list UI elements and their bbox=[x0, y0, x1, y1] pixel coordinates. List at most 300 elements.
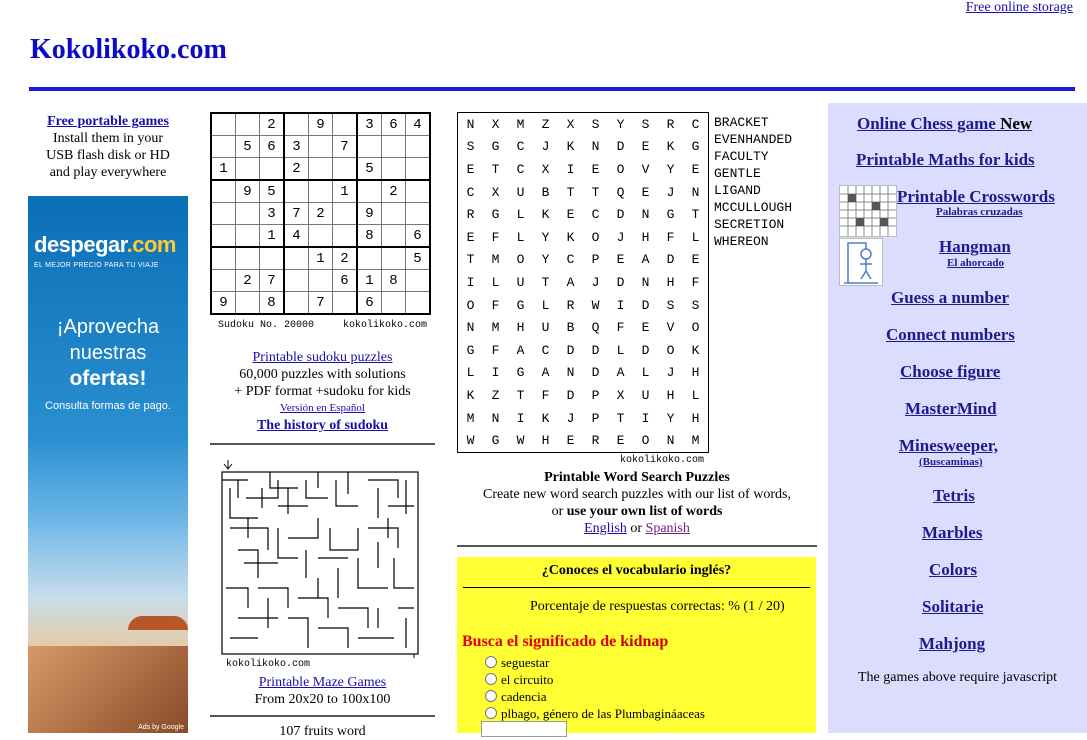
word-search-letter: O bbox=[666, 342, 675, 358]
portable-games-line: Install them in your bbox=[52, 131, 164, 146]
ad-tagline: EL MEJOR PRECIO PARA TU VIAJE bbox=[34, 262, 159, 269]
word-search-letter: Z bbox=[541, 116, 550, 132]
sudoku-cell bbox=[211, 270, 236, 292]
quiz-option-label: el circuito bbox=[501, 672, 554, 687]
language-or: or bbox=[626, 521, 646, 536]
sudoku-cell bbox=[333, 225, 358, 248]
word-search-letter: E bbox=[641, 320, 650, 336]
word-search-or: or bbox=[551, 504, 567, 519]
sudoku-cell: 3 bbox=[260, 203, 285, 225]
ad-payment-text: Consulta formas de pago. bbox=[45, 400, 171, 412]
word-search-letter: W bbox=[591, 297, 600, 313]
word-search-letter: F bbox=[491, 297, 500, 313]
word-search-letter: U bbox=[516, 184, 525, 200]
word-search-letter: L bbox=[516, 229, 525, 245]
word-search-word: WHEREON bbox=[714, 234, 769, 249]
word-search-letter: G bbox=[516, 365, 525, 381]
quiz-submit-button[interactable] bbox=[481, 721, 567, 737]
word-search-letter: L bbox=[691, 387, 700, 403]
mastermind-link[interactable]: MasterMind bbox=[905, 399, 997, 418]
word-search-letter: F bbox=[491, 229, 500, 245]
quiz-option-label: plbago, género de las Plumbagináaceas bbox=[501, 706, 705, 721]
word-search-letter: O bbox=[616, 161, 625, 177]
word-search-word: LIGAND bbox=[714, 183, 761, 198]
sudoku-cell: 7 bbox=[284, 203, 309, 225]
word-search-letter: E bbox=[616, 433, 625, 449]
mahjong-link[interactable]: Mahjong bbox=[919, 634, 986, 653]
word-search-letter: L bbox=[466, 365, 475, 381]
word-search-letter: U bbox=[541, 320, 550, 336]
sudoku-cell bbox=[406, 136, 431, 158]
sudoku-puzzle[interactable] bbox=[210, 112, 431, 315]
word-search-letter: Z bbox=[491, 387, 500, 403]
word-search-word: BRACKET bbox=[714, 115, 769, 130]
sudoku-cell bbox=[406, 270, 431, 292]
word-search-letter: J bbox=[566, 410, 575, 426]
sudoku-cell: 9 bbox=[357, 203, 382, 225]
word-search-letter: O bbox=[591, 229, 600, 245]
word-search-word: EVENHANDED bbox=[714, 132, 793, 147]
hangman-thumbnail[interactable] bbox=[839, 238, 883, 286]
word-search-letter: I bbox=[516, 410, 525, 426]
word-search-letter: D bbox=[641, 342, 650, 358]
word-search-letter: M bbox=[466, 410, 475, 426]
word-search-letter: W bbox=[516, 433, 525, 449]
word-search-letter: N bbox=[666, 433, 675, 449]
word-search-letter: S bbox=[691, 297, 700, 313]
word-search-letter: E bbox=[691, 252, 700, 268]
spanish-link[interactable]: Spanish bbox=[645, 521, 690, 536]
word-search-letter: L bbox=[616, 342, 625, 358]
tetris-link[interactable]: Tetris bbox=[933, 486, 975, 505]
word-search-title: Printable Word Search Puzzles bbox=[544, 470, 730, 485]
sudoku-cell bbox=[309, 136, 333, 158]
sudoku-cell bbox=[211, 136, 236, 158]
word-search-letter: R bbox=[666, 116, 675, 132]
word-search-letter: J bbox=[541, 139, 550, 155]
sudoku-cell bbox=[211, 203, 236, 225]
word-search-letter: M bbox=[491, 320, 500, 336]
word-search-line bbox=[457, 503, 817, 520]
ad-promo-line: ¡Aprovecha bbox=[56, 316, 160, 338]
sudoku-cell: 3 bbox=[284, 136, 309, 158]
sudoku-cell: 2 bbox=[333, 247, 358, 270]
sudoku-cell: 1 bbox=[357, 270, 382, 292]
ad-promo-line: nuestras bbox=[69, 342, 147, 364]
word-search-letter: H bbox=[691, 365, 700, 381]
maze-puzzle[interactable] bbox=[218, 458, 428, 658]
sudoku-cell bbox=[333, 113, 358, 136]
word-search-letter: T bbox=[566, 184, 575, 200]
word-search-letter: Y bbox=[616, 116, 625, 132]
word-search-letter: P bbox=[591, 387, 600, 403]
sudoku-history-link[interactable]: The history of sudoku bbox=[256, 418, 389, 433]
sudoku-cell bbox=[284, 180, 309, 203]
word-search-description bbox=[457, 469, 817, 537]
word-search-letter: N bbox=[641, 274, 650, 290]
word-search-word: SECRETION bbox=[714, 217, 785, 232]
radio-button[interactable] bbox=[485, 673, 497, 685]
word-search-letter: H bbox=[541, 433, 550, 449]
word-search-letter: L bbox=[491, 274, 500, 290]
word-search-letter: K bbox=[566, 229, 575, 245]
sudoku-cell bbox=[406, 180, 431, 203]
word-search-letter: N bbox=[491, 410, 500, 426]
word-search-letter: A bbox=[516, 342, 525, 358]
english-link[interactable]: English bbox=[584, 521, 627, 536]
sudoku-cell: 1 bbox=[211, 158, 236, 181]
quiz-option[interactable] bbox=[485, 655, 549, 671]
sudoku-cell: 1 bbox=[260, 225, 285, 248]
word-search-letter: G bbox=[666, 207, 675, 223]
word-search-letter: C bbox=[516, 139, 525, 155]
colors-link[interactable]: Colors bbox=[929, 560, 978, 579]
divider bbox=[457, 545, 817, 547]
sudoku-cell: 1 bbox=[333, 180, 358, 203]
word-search-letter: N bbox=[566, 365, 575, 381]
word-search-letter: O bbox=[691, 320, 700, 336]
sudoku-cell bbox=[236, 203, 260, 225]
word-search-letter: M bbox=[516, 116, 525, 132]
word-search-letter: E bbox=[566, 207, 575, 223]
word-search-letter: H bbox=[691, 410, 700, 426]
sudoku-cell: 5 bbox=[236, 136, 260, 158]
word-search-letter: S bbox=[666, 297, 675, 313]
title-rule bbox=[29, 87, 1075, 91]
word-search-letter: O bbox=[641, 433, 650, 449]
word-search-letter: U bbox=[641, 387, 650, 403]
word-search-letter: I bbox=[641, 410, 650, 426]
word-search-letter: E bbox=[591, 161, 600, 177]
sudoku-cell bbox=[211, 225, 236, 248]
sudoku-cell bbox=[333, 292, 358, 315]
word-search-letter: A bbox=[541, 365, 550, 381]
sudoku-cell: 2 bbox=[284, 158, 309, 181]
word-search-letter: D bbox=[616, 207, 625, 223]
free-portable-games-link[interactable]: Free portable games bbox=[47, 114, 169, 129]
divider bbox=[210, 443, 435, 445]
hangman-link[interactable]: Hangman bbox=[939, 237, 1011, 256]
word-search-letter: H bbox=[641, 229, 650, 245]
online-games-panel bbox=[828, 103, 1087, 733]
word-search-word-list bbox=[714, 114, 792, 250]
ads-by-google-label[interactable]: Ads by Google bbox=[138, 724, 184, 731]
word-search-letter: L bbox=[516, 207, 525, 223]
sudoku-cell: 7 bbox=[260, 270, 285, 292]
word-search-letter: P bbox=[591, 410, 600, 426]
word-search-letter: J bbox=[666, 184, 675, 200]
quiz-score: Porcentaje de respuestas correctas: % (1 / 20) bbox=[530, 599, 785, 614]
word-search-letter: N bbox=[591, 139, 600, 155]
sudoku-cell bbox=[357, 247, 382, 270]
sudoku-cell bbox=[382, 203, 406, 225]
word-search-letter: G bbox=[516, 297, 525, 313]
word-search-letter: L bbox=[541, 297, 550, 313]
sudoku-cell: 6 bbox=[357, 292, 382, 315]
connect-numbers-link[interactable]: Connect numbers bbox=[886, 325, 1015, 344]
sudoku-cell bbox=[236, 158, 260, 181]
sudoku-number-caption: Sudoku No. 20000 bbox=[218, 320, 315, 331]
word-search-letter: C bbox=[566, 252, 575, 268]
word-search-letter: J bbox=[591, 274, 600, 290]
word-search-letter: S bbox=[591, 116, 600, 132]
ad-promo bbox=[28, 314, 188, 392]
word-search-letter: M bbox=[491, 252, 500, 268]
guess-number-link[interactable]: Guess a number bbox=[891, 288, 1010, 307]
site-title[interactable]: Kokolikoko.com bbox=[30, 34, 227, 65]
word-search-letter: F bbox=[541, 387, 550, 403]
sudoku-cell bbox=[333, 158, 358, 181]
maze-site-caption: kokolikoko.com bbox=[226, 659, 311, 670]
word-search-letter: A bbox=[616, 365, 625, 381]
word-search-letter: I bbox=[616, 297, 625, 313]
minesweeper-link[interactable]: Minesweeper, bbox=[899, 436, 998, 455]
word-search-letter: H bbox=[516, 320, 525, 336]
word-search-letter: V bbox=[641, 161, 650, 177]
word-search-letter: Q bbox=[591, 320, 600, 336]
sudoku-cell: 4 bbox=[284, 225, 309, 248]
sudoku-cell: 7 bbox=[309, 292, 333, 315]
word-search-letter: W bbox=[466, 433, 475, 449]
word-search-letter: V bbox=[666, 320, 675, 336]
word-search-letter: E bbox=[641, 184, 650, 200]
sudoku-cell bbox=[236, 113, 260, 136]
sudoku-cell: 1 bbox=[309, 247, 333, 270]
radio-button[interactable] bbox=[485, 707, 497, 719]
word-search-letter: F bbox=[691, 274, 700, 290]
word-search-letter: C bbox=[541, 342, 550, 358]
sudoku-cell: 4 bbox=[406, 113, 431, 136]
sudoku-cell: 7 bbox=[333, 136, 358, 158]
quiz-rule bbox=[463, 587, 810, 588]
sudoku-cell bbox=[382, 158, 406, 181]
sudoku-cell bbox=[211, 113, 236, 136]
beach-people-image bbox=[28, 646, 188, 733]
fruits-partial-text: 107 fruits word bbox=[279, 724, 366, 739]
word-search-letter: D bbox=[616, 274, 625, 290]
sudoku-cell: 5 bbox=[260, 180, 285, 203]
ad-promo-line: ofertas! bbox=[69, 367, 147, 390]
word-search-letter: K bbox=[566, 139, 575, 155]
word-search-letter: N bbox=[466, 320, 475, 336]
despegar-ad-banner[interactable] bbox=[28, 196, 188, 733]
sudoku-cell bbox=[260, 158, 285, 181]
ad-brand bbox=[34, 232, 176, 258]
word-search-letter: T bbox=[491, 161, 500, 177]
word-search-letter: P bbox=[591, 252, 600, 268]
buscaminas-link[interactable]: (Buscaminas) bbox=[919, 456, 983, 468]
word-search-letter: X bbox=[491, 116, 500, 132]
sudoku-cell bbox=[357, 180, 382, 203]
word-search-letter: K bbox=[541, 207, 550, 223]
maze-description bbox=[210, 674, 435, 708]
word-search-letter: E bbox=[691, 161, 700, 177]
sudoku-cell bbox=[236, 225, 260, 248]
sudoku-cell: 2 bbox=[260, 113, 285, 136]
word-search-letter: K bbox=[466, 387, 475, 403]
sudoku-description bbox=[210, 349, 435, 434]
word-search-letter: C bbox=[516, 161, 525, 177]
word-search-letter: E bbox=[466, 229, 475, 245]
sudoku-cell bbox=[357, 136, 382, 158]
sudoku-cell bbox=[309, 158, 333, 181]
word-search-letter: D bbox=[591, 365, 600, 381]
sudoku-line: + PDF format +sudoku for kids bbox=[234, 384, 411, 399]
sudoku-cell: 6 bbox=[382, 113, 406, 136]
ad-brand-name: despegar bbox=[34, 232, 127, 257]
portable-games-line: USB flash disk or HD bbox=[46, 148, 170, 163]
printable-maths-link[interactable]: Printable Maths for kids bbox=[856, 150, 1035, 169]
radio-button[interactable] bbox=[485, 656, 497, 668]
quiz-question bbox=[462, 633, 668, 651]
word-search-letter: E bbox=[641, 139, 650, 155]
maze-range: From 20x20 to 100x100 bbox=[254, 692, 391, 707]
portable-games-block bbox=[28, 113, 188, 181]
el-ahorcado-link[interactable]: El ahorcado bbox=[947, 257, 1004, 269]
palabras-cruzadas-link[interactable]: Palabras cruzadas bbox=[936, 206, 1023, 218]
sudoku-cell: 2 bbox=[309, 203, 333, 225]
word-search-letter: I bbox=[466, 274, 475, 290]
word-search-line: Create new word search puzzles with our list of words, bbox=[483, 487, 791, 502]
quiz-option[interactable] bbox=[485, 672, 553, 688]
word-search-letter: H bbox=[666, 274, 675, 290]
word-search-letter: C bbox=[591, 207, 600, 223]
word-search-letter: M bbox=[691, 433, 700, 449]
word-search-letter: G bbox=[491, 433, 500, 449]
word-search-letter: T bbox=[466, 252, 475, 268]
word-search-letter: E bbox=[466, 161, 475, 177]
word-search-letter: L bbox=[641, 365, 650, 381]
word-search-letter: S bbox=[641, 116, 650, 132]
sudoku-cell: 8 bbox=[382, 270, 406, 292]
choose-figure-link[interactable]: Choose figure bbox=[900, 362, 1001, 381]
sudoku-cell bbox=[236, 292, 260, 315]
word-search-letter: K bbox=[666, 139, 675, 155]
sudoku-cell: 9 bbox=[309, 113, 333, 136]
word-search-letter: N bbox=[641, 207, 650, 223]
word-search-letter: L bbox=[691, 229, 700, 245]
javascript-note: The games above require javascript bbox=[857, 670, 1058, 685]
word-search-letter: G bbox=[491, 207, 500, 223]
divider bbox=[210, 715, 435, 717]
quiz-question-word: kidnap bbox=[620, 633, 669, 650]
word-search-letter: I bbox=[491, 365, 500, 381]
word-search-letter: U bbox=[516, 274, 525, 290]
word-search-language-links bbox=[457, 520, 817, 537]
radio-button[interactable] bbox=[485, 690, 497, 702]
sudoku-cell bbox=[211, 180, 236, 203]
sudoku-cell bbox=[406, 203, 431, 225]
word-search-letter: B bbox=[566, 320, 575, 336]
word-search-letter: I bbox=[566, 161, 575, 177]
sudoku-cell bbox=[309, 225, 333, 248]
sudoku-line: 60,000 puzzles with solutions bbox=[239, 367, 406, 382]
word-search-letter: Y bbox=[541, 229, 550, 245]
word-search-site-caption: kokolikoko.com bbox=[620, 455, 705, 466]
word-search-letter: K bbox=[541, 410, 550, 426]
word-search-letter: T bbox=[541, 274, 550, 290]
word-search-word: MCCULLOUGH bbox=[714, 200, 793, 215]
word-search-letter: T bbox=[691, 207, 700, 223]
sudoku-cell bbox=[309, 180, 333, 203]
sudoku-cell bbox=[382, 136, 406, 158]
free-online-storage-link[interactable]: Free online storage bbox=[965, 0, 1073, 15]
word-search-letter: J bbox=[666, 365, 675, 381]
word-search-word: FACULTY bbox=[714, 149, 769, 164]
quiz-option-label: cadencia bbox=[501, 689, 547, 704]
word-search-letter: G bbox=[466, 342, 475, 358]
sudoku-cell bbox=[406, 158, 431, 181]
sudoku-cell: 5 bbox=[406, 247, 431, 270]
portable-games-line: and play everywhere bbox=[49, 165, 167, 180]
quiz-title: ¿Conoces el vocabulario inglés? bbox=[541, 563, 732, 578]
printable-sudoku-link[interactable]: Printable sudoku puzzles bbox=[252, 350, 393, 365]
sudoku-cell: 9 bbox=[236, 180, 260, 203]
sudoku-cell bbox=[260, 247, 285, 270]
quiz-question-text: Busca el significado de bbox=[462, 633, 621, 650]
sudoku-cell: 8 bbox=[357, 225, 382, 248]
word-search-letter: B bbox=[541, 184, 550, 200]
word-search-letter: N bbox=[691, 184, 700, 200]
printable-maze-link[interactable]: Printable Maze Games bbox=[258, 675, 387, 690]
word-search-letter: Y bbox=[541, 252, 550, 268]
quiz-option-label: seguestar bbox=[501, 655, 550, 670]
word-search-letter: K bbox=[691, 342, 700, 358]
sudoku-cell bbox=[382, 292, 406, 315]
sudoku-cell: 2 bbox=[236, 270, 260, 292]
word-search-letter: F bbox=[666, 229, 675, 245]
sudoku-cell: 2 bbox=[382, 180, 406, 203]
word-search-letter: G bbox=[691, 139, 700, 155]
word-search-letter: Y bbox=[666, 161, 675, 177]
word-search-letter: A bbox=[641, 252, 650, 268]
sudoku-cell: 3 bbox=[357, 113, 382, 136]
quiz-option[interactable] bbox=[485, 706, 705, 722]
sudoku-cell bbox=[284, 270, 309, 292]
online-chess-link[interactable]: Online Chess game New bbox=[857, 114, 1033, 133]
sudoku-cell bbox=[284, 292, 309, 315]
solitaire-link[interactable]: Solitarie bbox=[922, 597, 984, 616]
word-search-letter: D bbox=[641, 297, 650, 313]
word-search-letter: O bbox=[516, 252, 525, 268]
sudoku-cell bbox=[333, 203, 358, 225]
word-search-letter: X bbox=[566, 116, 575, 132]
word-search-letter: Y bbox=[666, 410, 675, 426]
sudoku-cell bbox=[309, 270, 333, 292]
word-search-letter: T bbox=[616, 410, 625, 426]
sudoku-cell bbox=[406, 292, 431, 315]
word-search-letter: X bbox=[491, 184, 500, 200]
word-search-puzzle[interactable] bbox=[457, 112, 709, 453]
sudoku-spanish-link[interactable]: Versión en Español bbox=[280, 402, 365, 414]
marbles-link[interactable]: Marbles bbox=[922, 523, 983, 542]
sudoku-cell: 6 bbox=[333, 270, 358, 292]
sudoku-cell bbox=[284, 113, 309, 136]
sudoku-site-caption: kokolikoko.com bbox=[343, 320, 428, 331]
sudoku-cell: 5 bbox=[357, 158, 382, 181]
sudoku-cell: 8 bbox=[260, 292, 285, 315]
crossword-thumbnail[interactable] bbox=[839, 185, 897, 237]
quiz-option[interactable] bbox=[485, 689, 546, 705]
sudoku-cell: 6 bbox=[260, 136, 285, 158]
sudoku-cell bbox=[382, 247, 406, 270]
word-search-letter: N bbox=[466, 116, 475, 132]
word-search-letter: R bbox=[566, 297, 575, 313]
word-search-word: GENTLE bbox=[714, 166, 761, 181]
word-search-letter: F bbox=[491, 342, 500, 358]
word-search-letter: Q bbox=[616, 184, 625, 200]
printable-crosswords-link[interactable]: Printable Crosswords bbox=[897, 187, 1055, 206]
